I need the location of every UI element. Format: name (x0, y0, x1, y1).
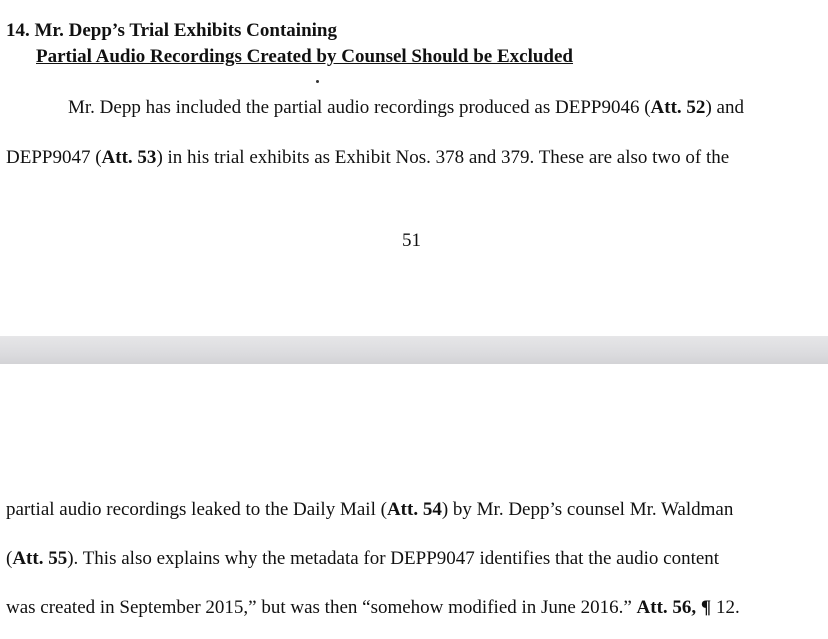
citation: Att. 56, ¶ (636, 597, 712, 618)
page-number: 51 (402, 230, 421, 251)
document-page-52 (0, 364, 828, 639)
body-line-4 (6, 547, 719, 571)
citation: Att. 53 (101, 147, 157, 168)
text-run: ). This also explains why the metadata for DEPP9047 identifies that the audio content (67, 548, 720, 569)
citation: Att. 52 (650, 97, 706, 118)
text-run: ( (6, 548, 13, 569)
text-run: 12. (711, 597, 740, 618)
body-line-1 (68, 96, 744, 120)
text-run: was created in September 2015,” but was then “somehow modified in June 2016.” (6, 597, 637, 618)
text-run: ) and (705, 97, 744, 118)
section-heading (6, 18, 573, 70)
text-run: Mr. Depp has included the partial audio recordings produced as DEPP9046 ( (68, 97, 651, 118)
heading-line-1: 14. Mr. Depp’s Trial Exhibits Containing (6, 20, 337, 41)
citation: Att. 55 (12, 548, 68, 569)
text-run: partial audio recordings leaked to the Daily Mail ( (6, 499, 387, 520)
body-line-2 (6, 146, 729, 170)
page-separator (0, 336, 828, 364)
text-run: ) by Mr. Depp’s counsel Mr. Waldman (441, 499, 734, 520)
body-line-3 (6, 498, 733, 522)
text-run: ) in his trial exhibits as Exhibit Nos. 378 and 379. These are also two of the (156, 147, 730, 168)
text-run: DEPP9047 ( (6, 147, 102, 168)
body-line-5 (6, 596, 740, 620)
heading-line-2: Partial Audio Recordings Created by Counsel Should be Excluded (36, 46, 574, 67)
stray-dot (316, 80, 319, 83)
citation: Att. 54 (386, 499, 442, 520)
